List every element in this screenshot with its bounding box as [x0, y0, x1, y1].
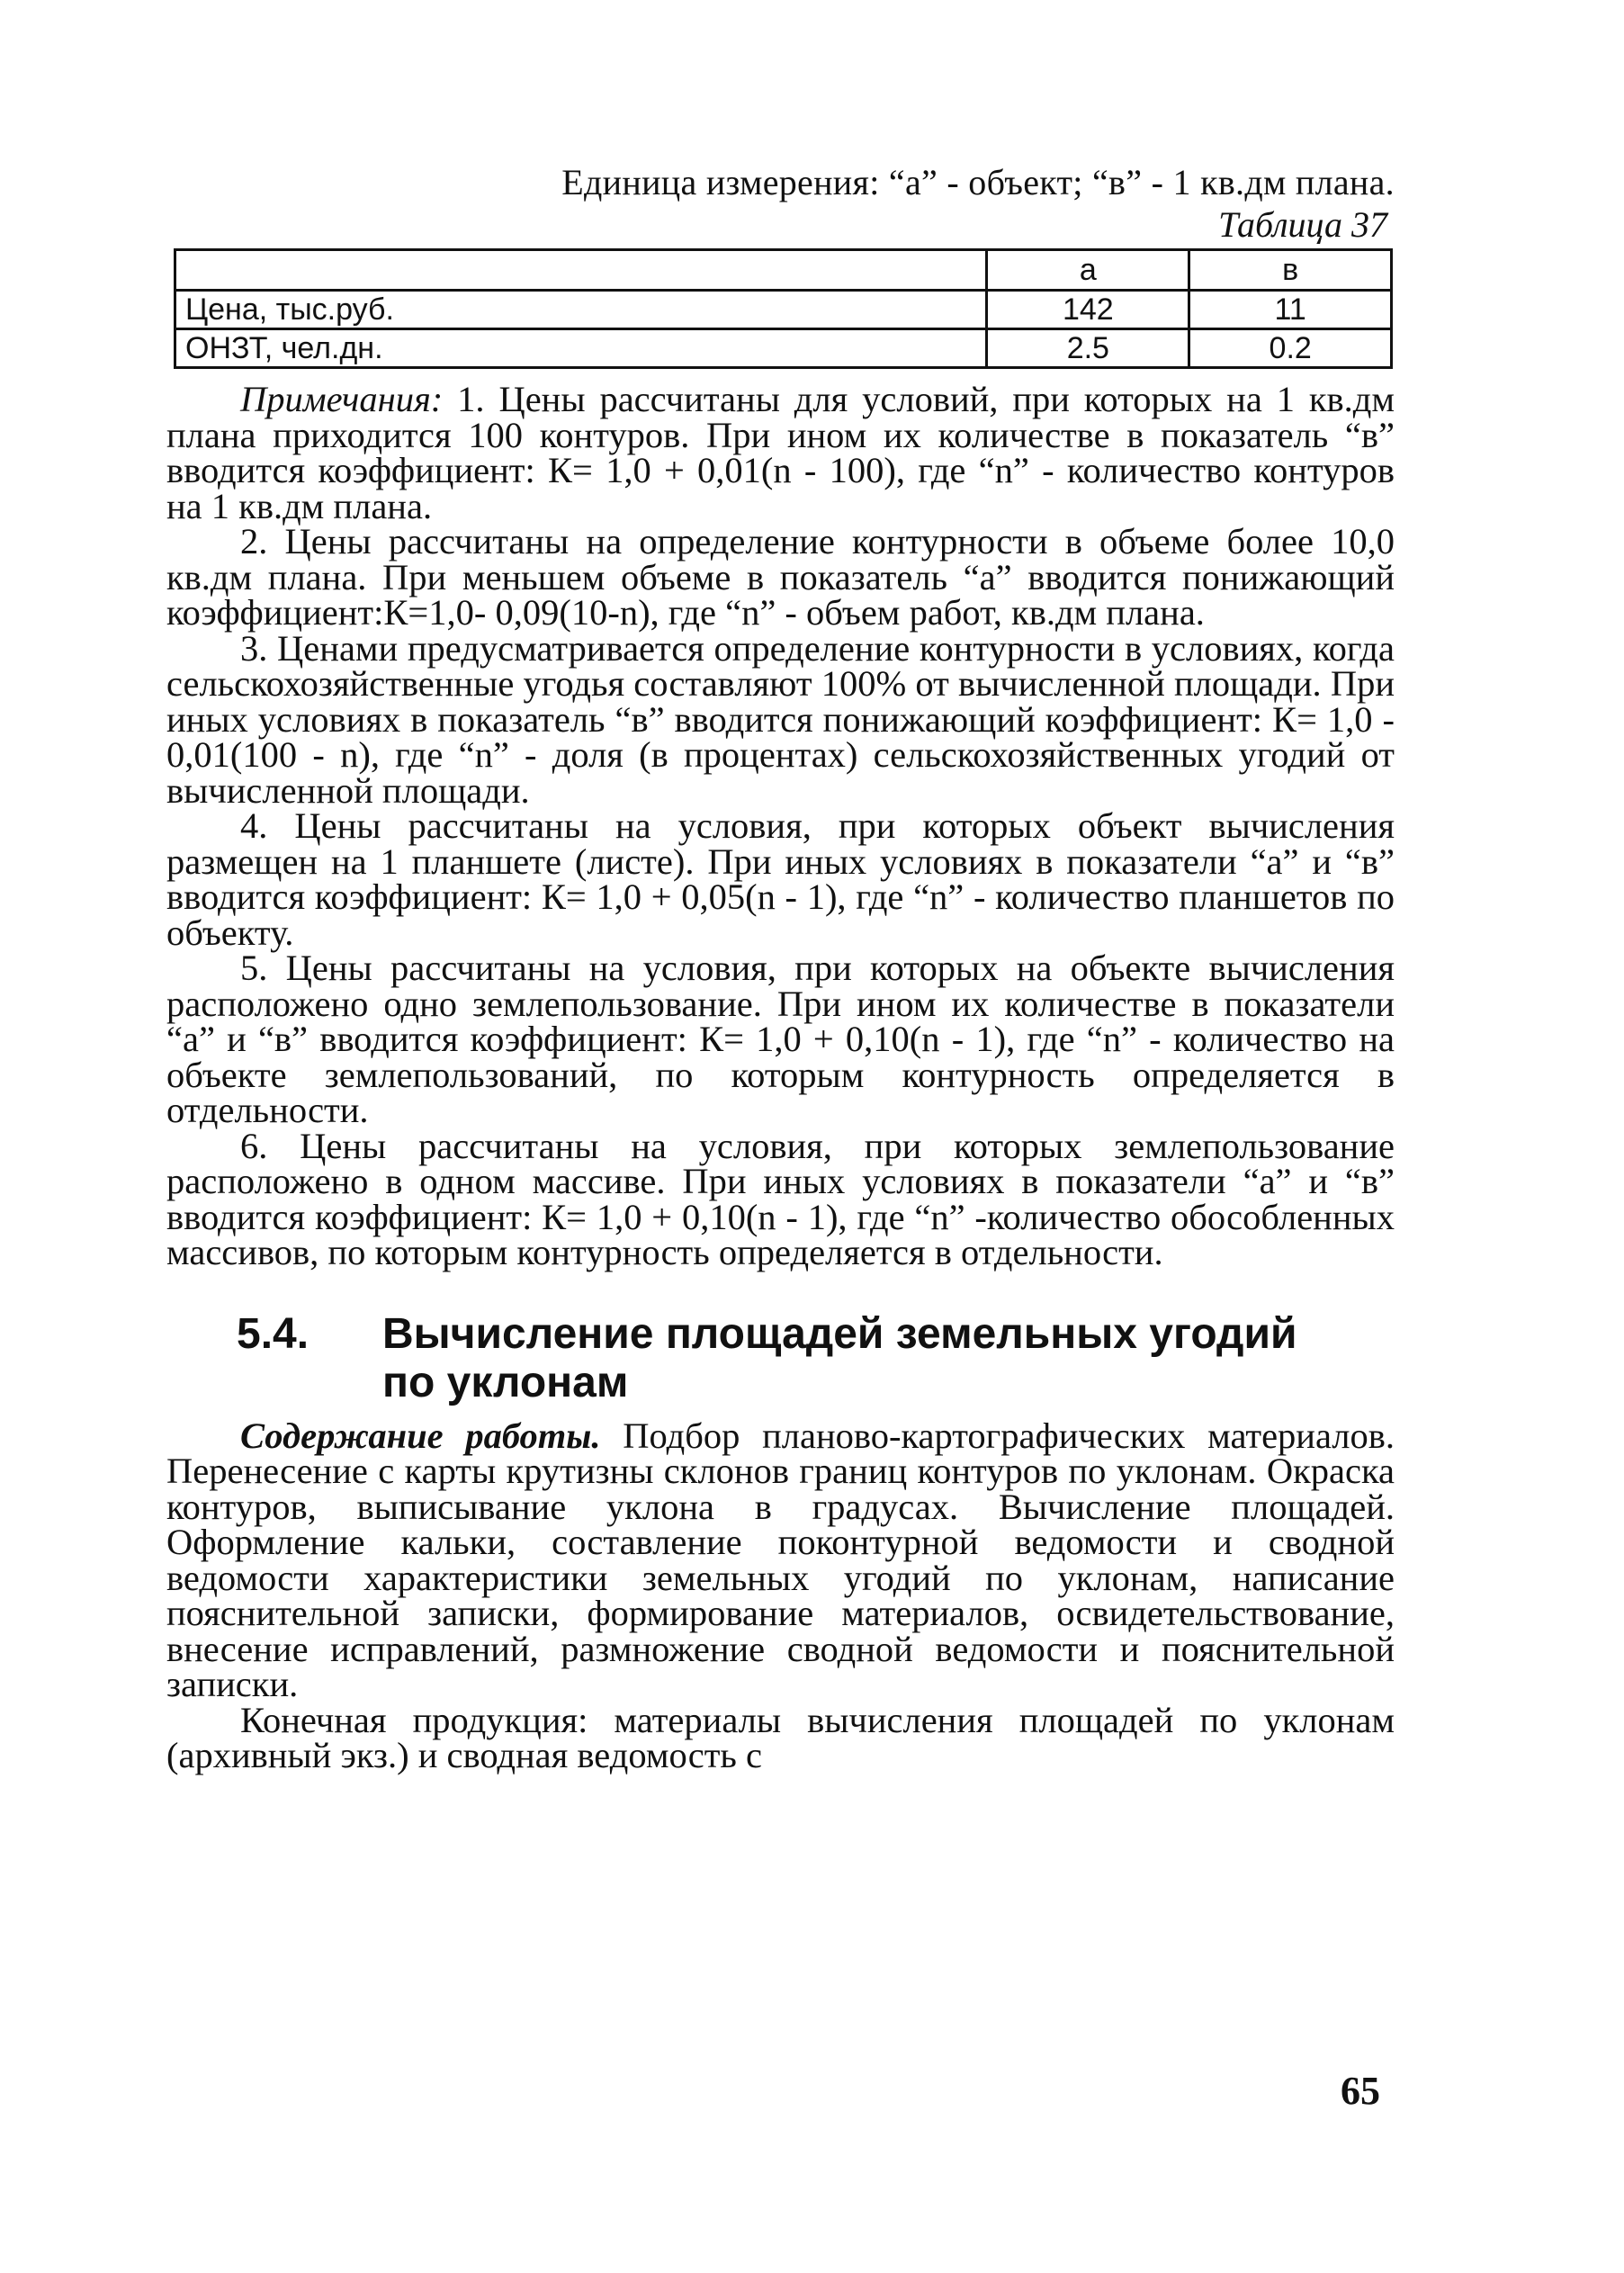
row-label-labor: ОНЗТ, чел.дн. [175, 329, 987, 368]
work-content-label: Содержание работы. [240, 1415, 601, 1456]
work-content-block [166, 1415, 1395, 1775]
final-product-paragraph: Конечная продукция: материалы вычисления площадей по уклонам (архивный экз.) и сводная ведомость с [166, 1699, 1395, 1775]
note-1-text: 1. Цены рассчитаны для условий, при которых на 1 кв.дм плана приходится 100 контуров. При ином их количестве в показатель “в” вводится коэффициент: К= 1,0 + 0,01(n - 100), где “n” - количество контуров на 1 кв.дм плана. [166, 379, 1395, 526]
section-heading [237, 1310, 1395, 1407]
table-header-label [175, 250, 987, 291]
section-title-line1: Вычисление площадей земельных угодий [382, 1309, 1297, 1358]
cell-labor-a: 2.5 [987, 329, 1189, 368]
section-number: 5.4. [237, 1309, 310, 1358]
note-4: 4. Цены рассчитаны на условия, при которых объект вычисления размещен на 1 планшете (листе). При иных условиях в показатели “а” и “в” вводится коэффициент: К= 1,0 + 0,05(n - 1), где “n” - количество планшетов по объекту. [166, 805, 1395, 953]
cell-price-a: 142 [987, 291, 1189, 329]
table-header-a: а [987, 250, 1189, 291]
work-content-paragraph [166, 1415, 1395, 1704]
note-5: 5. Цены рассчитаны на условия, при которых на объекте вычисления расположено одно землепользование. При ином их количестве в показатели “а” и “в” вводится коэффициент: К= 1,0 + 0,10(n - 1), где “n” - количество на объекте землепользований, по которым контурность определяется в отдельности. [166, 948, 1395, 1130]
notes-block [166, 379, 1395, 1272]
row-label-price: Цена, тыс.руб. [175, 291, 987, 329]
notes-label: Примечания: [240, 379, 444, 419]
table-caption: Таблица 37 [1218, 204, 1387, 245]
note-6: 6. Цены рассчитаны на условия, при которых землепользование расположено в одном массиве. При иных условиях в показатели “а” и “в” вводится коэффициент: К= 1,0 + 0,10(n - 1), где “n” -количество обособленных массивов, по которым контурность определяется в отдельности. [166, 1125, 1395, 1272]
note-3: 3. Ценами предусматривается определение контурности в условиях, когда сельскохозяйственные угодья составляют 100% от вычисленной площади. При иных условиях в показатель “в” вводится понижающий коэффициент: К= 1,0 - 0,01(100 - n), где “n” - доля (в процентах) сельскохозяйственных угодий от вычисленной площади. [166, 627, 1395, 811]
cell-price-b: 11 [1189, 291, 1392, 329]
table-row [175, 329, 1392, 368]
section-title-line2: по уклонам [382, 1358, 629, 1406]
table-header-b: в [1189, 250, 1392, 291]
page-number: 65 [1341, 2069, 1380, 2113]
table-header-row [175, 250, 1392, 291]
price-table [174, 248, 1393, 369]
units-of-measure-line: Единица измерения: “а” - объект; “в” - 1 кв.дм плана. [561, 162, 1395, 202]
cell-labor-b: 0.2 [1189, 329, 1392, 368]
note-1 [166, 379, 1395, 526]
table-row [175, 291, 1392, 329]
document-page [166, 162, 1395, 1774]
work-content-text: Подбор планово-картографических материалов. Перенесение с карты крутизны склонов границ контуров по уклонам. Окраска контуров, выписывание уклона в градусах. Вычисление площадей. Оформление кальки, составление поконтурной ведомости и сводной ведомости характеристики земельных угодий по уклонам, написание пояснительной записки, формирование материалов, освидетельствование, внесение исправлений, размножение сводной ведомости и пояснительной записки. [166, 1415, 1395, 1704]
note-2: 2. Цены рассчитаны на определение контурности в объеме более 10,0 кв.дм плана. При меньшем объеме в показатель “а” вводится понижающий коэффициент:К=1,0- 0,09(10-n), где “n” - объем работ, кв.дм плана. [166, 521, 1395, 633]
